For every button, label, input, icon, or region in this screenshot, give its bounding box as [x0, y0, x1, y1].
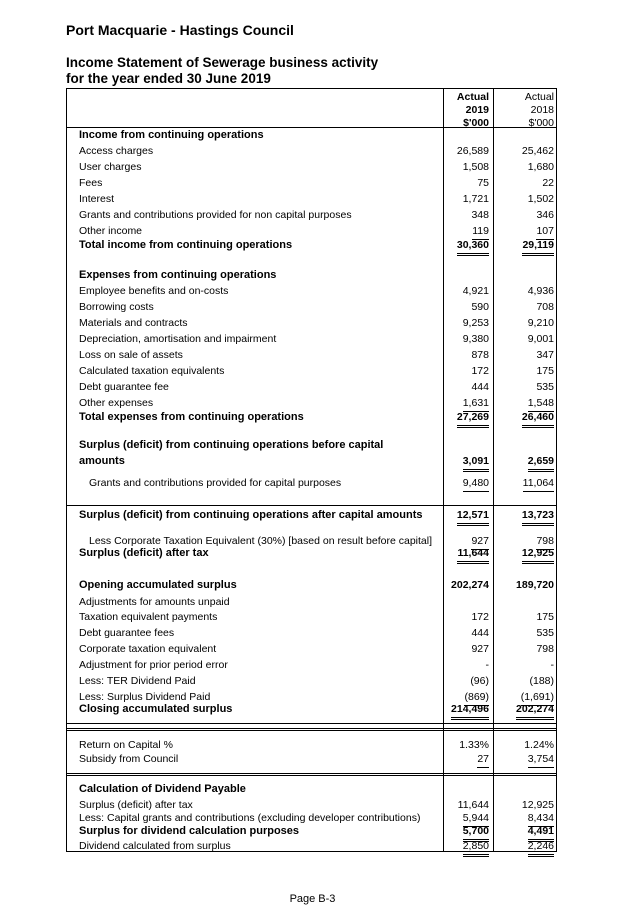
table-row: [67, 453, 556, 469]
value-2018: 29,119: [522, 237, 554, 256]
value-2018: 2,246: [528, 838, 554, 857]
table-row: [67, 127, 556, 143]
value-2019: 1,721: [462, 193, 489, 205]
value-2018: 1,548: [528, 395, 554, 412]
value-2019: 202,274: [451, 579, 489, 591]
header-unit: $'000: [463, 117, 489, 129]
header-year: 2019: [465, 104, 489, 116]
row-label: User charges: [79, 161, 142, 173]
value-2019: 119: [472, 223, 489, 240]
value-2018: 202,274: [516, 701, 554, 720]
table-row: [67, 159, 556, 175]
income-statement-table: [66, 88, 557, 852]
value-2019: 444: [471, 627, 489, 639]
value-2019: 3,091: [463, 453, 489, 472]
value-2019: (869): [464, 689, 489, 706]
section-divider: [67, 728, 556, 729]
page-number: Page B-3: [289, 893, 336, 905]
row-label: Less Corporate Taxation Equivalent (30%) [based on result before capital]: [89, 535, 433, 547]
value-2019: -: [485, 659, 489, 671]
value-2019: 1,508: [462, 161, 489, 173]
table-row: [67, 237, 556, 253]
value-2018: 25,462: [521, 145, 554, 157]
value-2018: 11,064: [523, 475, 554, 492]
row-label: Debt guarantee fees: [79, 627, 175, 639]
row-label: Adjustment for prior period error: [79, 659, 228, 671]
value-2018: 798: [536, 533, 554, 550]
table-row: [67, 577, 556, 593]
section-divider: [67, 505, 556, 506]
table-row: [67, 625, 556, 641]
value-2019: 11,644: [457, 799, 489, 811]
row-label: Expenses from continuing operations: [79, 269, 277, 281]
value-2018: 346: [536, 209, 554, 221]
table-row: [67, 475, 556, 491]
value-2018: 4,491: [528, 823, 554, 842]
row-label: Loss on sale of assets: [79, 349, 183, 361]
title-line-1: Income Statement of Sewerage business activity: [66, 55, 379, 70]
value-2019: 214,496: [451, 701, 489, 720]
title-line-2: for the year ended 30 June 2019: [66, 71, 271, 86]
value-2018: (1,691): [521, 689, 554, 706]
row-label: Surplus (deficit) after tax: [79, 799, 193, 811]
value-2019: 5,944: [463, 810, 489, 827]
value-2018: 1,680: [527, 161, 554, 173]
row-label: Adjustments for amounts unpaid: [79, 596, 230, 608]
value-2018: 13,723: [522, 507, 554, 526]
value-2018: (188): [529, 675, 554, 687]
value-2018: 3,754: [528, 751, 554, 768]
value-2019: 348: [471, 209, 489, 221]
value-2018: 798: [536, 643, 554, 655]
row-label: Dividend calculated from surplus: [79, 840, 231, 852]
organisation-name: Port Macquarie - Hastings Council: [66, 22, 294, 38]
value-2018: 2,659: [528, 453, 554, 472]
row-label: Other expenses: [79, 397, 154, 409]
row-label: Grants and contributions provided for capital purposes: [89, 477, 342, 489]
section-divider: [67, 773, 556, 774]
table-row: [67, 641, 556, 657]
value-2018: 9,001: [527, 333, 554, 345]
value-2019: 9,380: [462, 333, 489, 345]
row-label: Access charges: [79, 145, 154, 157]
value-2018: 347: [536, 349, 554, 361]
value-2018: 175: [536, 611, 554, 623]
value-2019: 2,850: [463, 838, 489, 857]
row-label: Surplus for dividend calculation purposes: [79, 825, 300, 837]
row-label: Calculation of Dividend Payable: [79, 783, 246, 795]
row-label: Surplus (deficit) from continuing operations after capital amounts: [79, 509, 423, 521]
value-2018: 22: [542, 177, 554, 189]
table-row: [67, 609, 556, 625]
value-2019: 1.33%: [459, 739, 489, 751]
table-row: [67, 409, 556, 425]
value-2018: 9,210: [527, 317, 554, 329]
table-row: [67, 657, 556, 673]
table-row: [67, 207, 556, 223]
value-2019: 26,589: [456, 145, 489, 157]
row-label: Materials and contracts: [79, 317, 188, 329]
table-row: [67, 267, 556, 283]
table-row: [67, 191, 556, 207]
header-unit: $'000: [528, 117, 554, 129]
value-2019: 27,269: [457, 409, 489, 428]
statement-title: [66, 55, 378, 87]
row-label: Less: Surplus Dividend Paid: [79, 691, 211, 703]
row-label: Opening accumulated surplus: [79, 579, 237, 591]
value-2018: 175: [536, 365, 554, 377]
value-2018: 1,502: [527, 193, 554, 205]
value-2019: 30,360: [457, 237, 489, 256]
row-label: Subsidy from Council: [79, 753, 179, 765]
row-label: Return on Capital %: [79, 739, 173, 751]
value-2019: 878: [471, 349, 489, 361]
value-2019: 9,253: [462, 317, 489, 329]
value-2019: 444: [471, 381, 489, 393]
value-2018: 4,936: [527, 285, 554, 297]
value-2018: 26,460: [522, 409, 554, 428]
value-2018: 535: [536, 381, 554, 393]
row-label: Income from continuing operations: [79, 129, 264, 141]
value-2018: 12,925: [521, 799, 554, 811]
table-row: [67, 673, 556, 689]
row-label: Other income: [79, 225, 143, 237]
table-row: [67, 701, 556, 717]
table-row: [67, 781, 556, 797]
header-year: 2018: [530, 104, 554, 116]
value-2019: 11,644: [457, 545, 489, 564]
value-2019: 27: [477, 751, 489, 768]
row-label: Total income from continuing operations: [79, 239, 293, 251]
row-label: Closing accumulated surplus: [79, 703, 233, 715]
row-label: Surplus (deficit) after tax: [79, 547, 209, 559]
row-label: Taxation equivalent payments: [79, 611, 218, 623]
value-2019: 5,700: [463, 823, 489, 842]
table-row: [67, 299, 556, 315]
row-label: Calculated taxation equivalents: [79, 365, 225, 377]
value-2019: 9,480: [463, 475, 489, 492]
row-label: Fees: [79, 177, 103, 189]
row-label: Corporate taxation equivalent: [79, 643, 217, 655]
value-2019: 12,571: [457, 507, 489, 526]
table-row: [67, 594, 556, 610]
header-label: Actual: [524, 91, 554, 103]
table-row: [67, 838, 556, 854]
row-label: Interest: [79, 193, 115, 205]
row-label: amounts: [79, 455, 125, 467]
value-2018: 12,925: [522, 545, 554, 564]
table-row: [67, 283, 556, 299]
value-2019: 4,921: [462, 285, 489, 297]
table-row: [67, 545, 556, 561]
row-label: Depreciation, amortisation and impairment: [79, 333, 277, 345]
row-label: Surplus (deficit) from continuing operations before capital: [79, 439, 384, 451]
header-actual-2018: [525, 91, 554, 130]
row-label: Less: Capital grants and contributions (excluding developer contributions): [79, 812, 421, 824]
value-2019: 927: [471, 533, 489, 550]
value-2019: 172: [471, 365, 489, 377]
value-2018: 535: [536, 627, 554, 639]
table-row: [67, 347, 556, 363]
table-row: [67, 823, 556, 839]
table-row: [67, 751, 556, 767]
value-2019: 172: [471, 611, 489, 623]
table-row: [67, 331, 556, 347]
value-2019: 1,631: [463, 395, 489, 412]
header-actual-2019: [457, 91, 489, 130]
table-row: [67, 379, 556, 395]
table-row: [67, 315, 556, 331]
section-divider: [67, 723, 556, 724]
table-row: [67, 437, 556, 453]
value-2018: 708: [536, 301, 554, 313]
value-2018: -: [550, 659, 554, 671]
table-row: [67, 143, 556, 159]
section-divider: [67, 775, 556, 776]
row-label: Less: TER Dividend Paid: [79, 675, 196, 687]
value-2018: 189,720: [516, 579, 554, 591]
table-row: [67, 175, 556, 191]
row-label: Borrowing costs: [79, 301, 154, 313]
row-label: Total expenses from continuing operations: [79, 411, 304, 423]
value-2019: 75: [477, 177, 489, 189]
row-label: Grants and contributions provided for non capital purposes: [79, 209, 352, 221]
value-2018: 1.24%: [524, 739, 554, 751]
value-2019: 927: [471, 643, 489, 655]
row-label: Debt guarantee fee: [79, 381, 169, 393]
value-2019: 590: [471, 301, 489, 313]
value-2018: 8,434: [528, 810, 554, 827]
value-2019: (96): [470, 675, 489, 687]
table-row: [67, 507, 556, 523]
table-row: [67, 363, 556, 379]
value-2018: 107: [536, 223, 554, 240]
header-label: Actual: [456, 91, 489, 103]
section-divider: [67, 730, 556, 731]
row-label: Employee benefits and on-costs: [79, 285, 229, 297]
